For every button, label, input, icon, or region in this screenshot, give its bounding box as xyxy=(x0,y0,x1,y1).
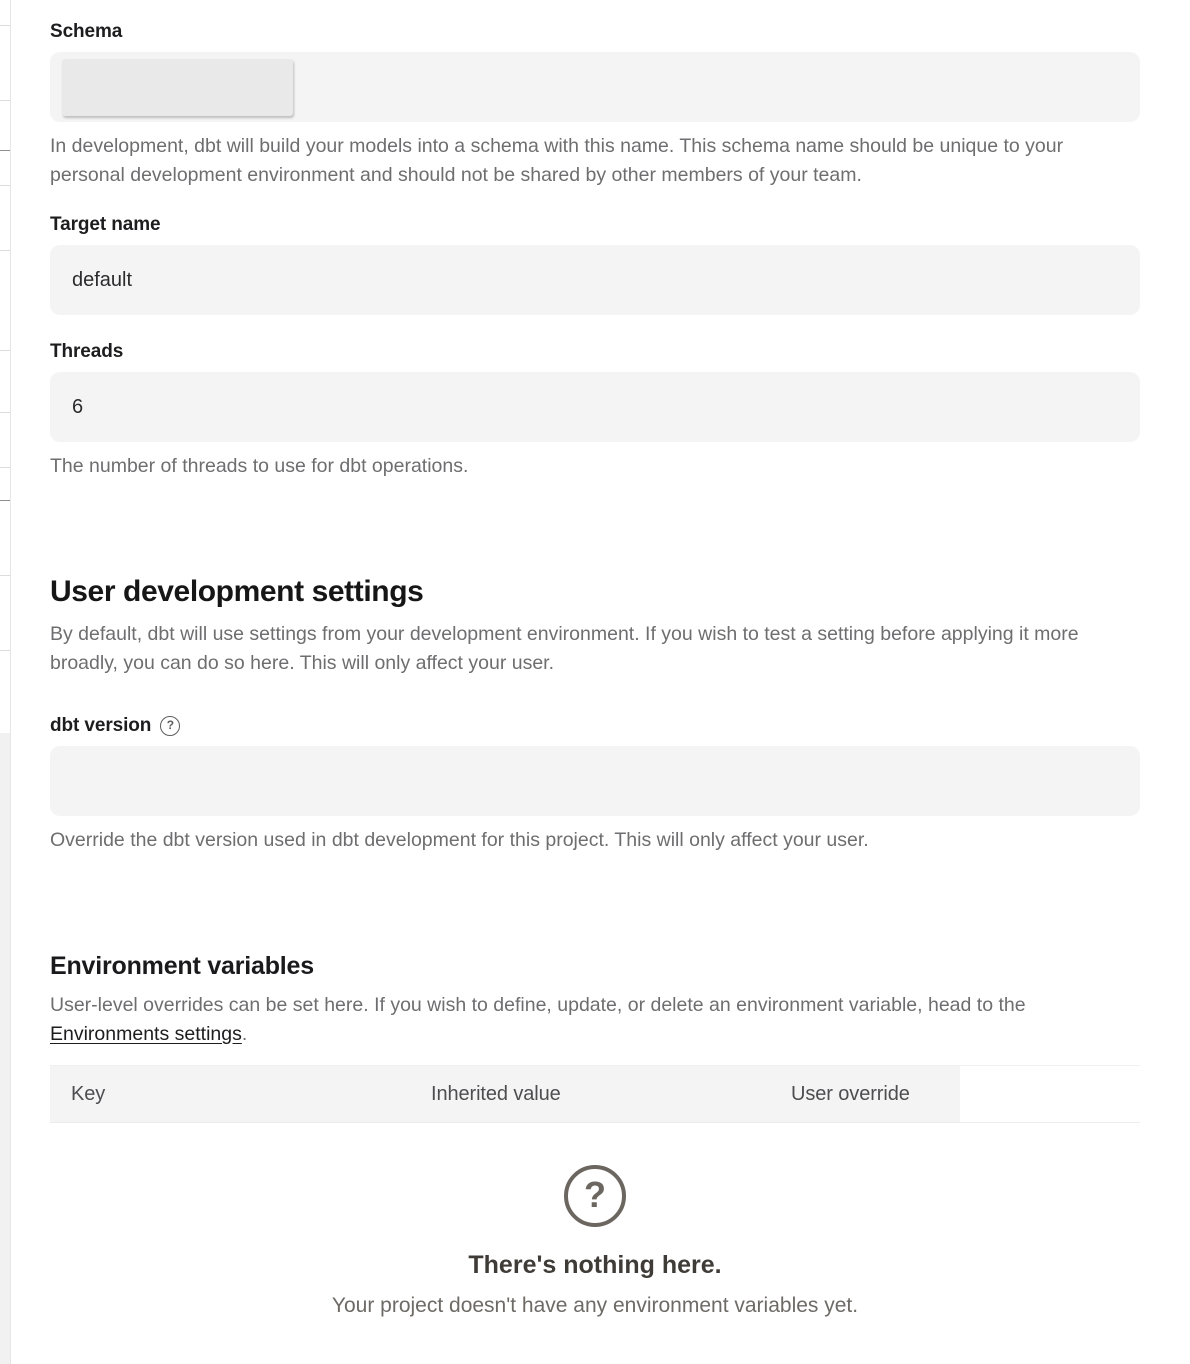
user-development-settings-description: By default, dbt will use settings from your development environment. If you wish to test a setting before applying it more broadly, you can do so here. This will only affect your user. xyxy=(50,623,1079,674)
threads-input[interactable] xyxy=(50,372,1140,442)
target-name-input[interactable] xyxy=(50,245,1140,315)
table-header-actions xyxy=(960,1066,1140,1122)
user-development-settings-heading: User development settings xyxy=(50,575,424,608)
dbt-version-input[interactable] xyxy=(50,746,1140,816)
empty-state-subtitle: Your project doesn't have any environment variables yet. xyxy=(331,1294,859,1317)
question-glyph: ? xyxy=(584,1174,606,1215)
schema-field-group xyxy=(50,20,1140,190)
left-panel-fill xyxy=(0,733,10,1364)
dbt-version-field-group xyxy=(50,714,1140,855)
dbt-version-help-text: Override the dbt version used in dbt development for this project. This will only affect your user. xyxy=(50,829,869,851)
question-circle-icon xyxy=(564,1165,626,1227)
env-vars-empty-state xyxy=(50,1165,1140,1318)
help-icon-glyph: ? xyxy=(166,718,174,732)
left-edge-tick xyxy=(0,467,10,468)
table-header-inherited-value: Inherited value xyxy=(410,1066,770,1122)
settings-content xyxy=(12,0,1190,1318)
left-edge-tick xyxy=(0,500,10,501)
schema-redacted-value xyxy=(62,59,293,116)
dbt-version-label xyxy=(50,714,1140,737)
table-header-key: Key xyxy=(50,1066,410,1122)
schema-help-text: In development, dbt will build your models into a schema with this name. This schema name should be unique to your personal development environment and should not be shared by other members of your team. xyxy=(50,135,1064,186)
left-edge-tick xyxy=(0,575,10,576)
left-edge-tick xyxy=(0,150,10,151)
threads-help-text: The number of threads to use for dbt operations. xyxy=(50,455,469,477)
left-edge-tick xyxy=(0,350,10,351)
threads-label: Threads xyxy=(50,341,124,362)
table-header-user-override: User override xyxy=(770,1066,960,1122)
left-edge-tick xyxy=(0,185,10,186)
help-icon[interactable] xyxy=(160,716,180,736)
target-name-field-group xyxy=(50,213,1140,315)
left-edge-tick xyxy=(0,412,10,413)
environments-settings-link[interactable]: Environments settings xyxy=(50,1023,242,1045)
environment-variables-description xyxy=(50,991,1140,1049)
left-edge-tick xyxy=(0,250,10,251)
env-vars-description-prefix: User-level overrides can be set here. If you wish to define, update, or delete an environment variable, head to the xyxy=(50,994,1026,1016)
env-vars-table-header xyxy=(50,1065,1140,1123)
threads-field-group xyxy=(50,340,1140,481)
dbt-version-label-text: dbt version xyxy=(50,715,152,736)
left-edge-tick xyxy=(0,100,10,101)
target-name-label: Target name xyxy=(50,214,161,235)
schema-label: Schema xyxy=(50,21,123,42)
left-edge-tick xyxy=(0,650,10,651)
env-vars-description-suffix: . xyxy=(241,1023,248,1045)
environment-variables-heading: Environment variables xyxy=(50,952,314,980)
left-edge-tick xyxy=(0,25,10,26)
left-panel-edge xyxy=(0,0,11,1364)
schema-input[interactable] xyxy=(50,52,1140,122)
empty-state-title: There's nothing here. xyxy=(468,1251,722,1279)
